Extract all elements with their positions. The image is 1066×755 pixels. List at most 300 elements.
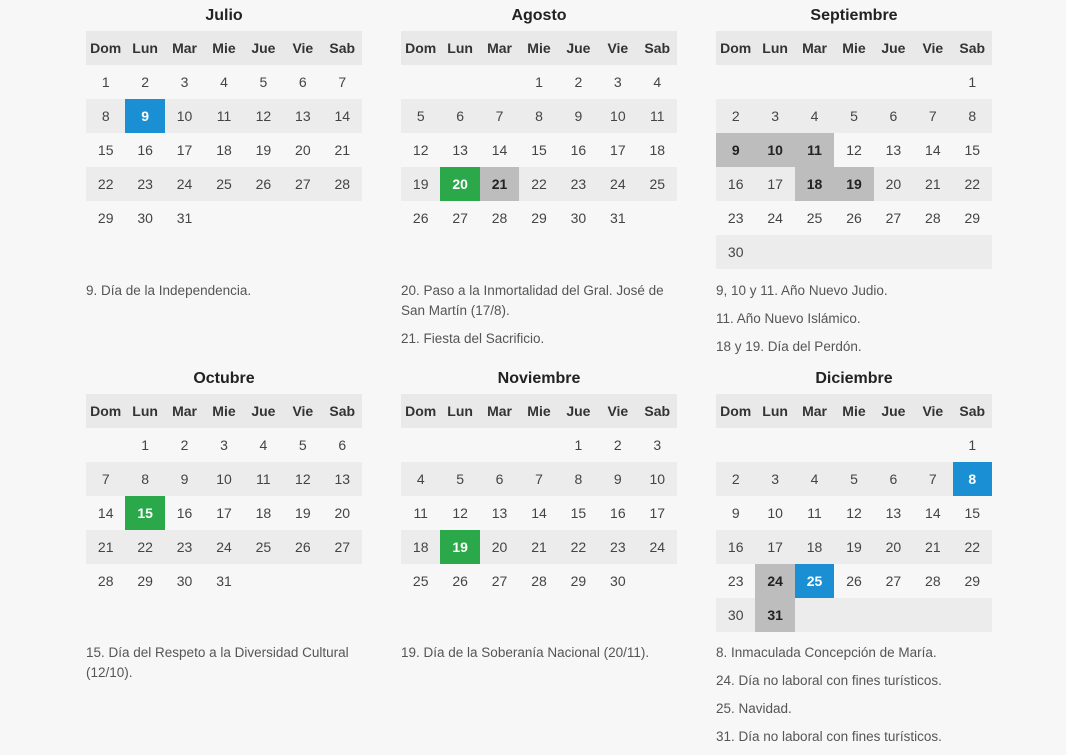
day-cell: 2 — [574, 74, 583, 90]
holiday-notes — [86, 281, 376, 309]
holiday-notes — [716, 281, 1006, 365]
month-grid — [86, 31, 362, 235]
weekday-header: Mie — [834, 31, 873, 65]
day-cell: 20 — [440, 167, 479, 201]
day-cell: 28 — [531, 573, 547, 589]
day-cell: 25 — [412, 573, 429, 589]
month-calendar-julio — [86, 1, 362, 235]
day-cell: 15 — [570, 505, 587, 521]
weekday-header: Sab — [953, 394, 992, 428]
day-cell: 3 — [613, 74, 622, 90]
day-cell: 12 — [846, 505, 862, 521]
weekday-header: Mar — [480, 394, 519, 428]
month-grid — [86, 394, 362, 598]
day-cell: 6 — [874, 99, 913, 133]
week-row — [86, 496, 362, 530]
day-cell: 11 — [807, 505, 822, 521]
empty-cell — [953, 598, 992, 632]
day-cell: 18 — [795, 530, 834, 564]
day-cell: 21 — [519, 530, 558, 564]
day-cell: 12 — [846, 142, 862, 158]
week-row — [86, 428, 362, 462]
day-cell: 31 — [610, 210, 626, 226]
day-cell: 23 — [165, 530, 204, 564]
weekday-header: Mar — [165, 31, 204, 65]
week-row — [86, 167, 362, 201]
day-cell: 12 — [412, 142, 429, 158]
week-row — [86, 133, 362, 167]
holiday-note: 9. Día de la Independencia. — [86, 283, 252, 298]
day-cell: 29 — [137, 573, 153, 589]
day-cell: 12 — [244, 99, 283, 133]
holiday-note: 20. Paso a la Inmortalidad del Gral. José de San Martín (17/8). — [401, 283, 664, 318]
week-row — [716, 428, 992, 462]
empty-cell — [834, 598, 873, 632]
week-row — [716, 530, 992, 564]
week-row — [716, 133, 992, 167]
weekday-header: Dom — [401, 31, 440, 65]
day-cell: 7 — [86, 462, 125, 496]
day-cell: 17 — [755, 167, 794, 201]
day-cell: 5 — [259, 74, 268, 90]
day-cell: 7 — [519, 462, 558, 496]
weekday-header: Mar — [480, 31, 519, 65]
day-cell: 15 — [964, 142, 981, 158]
day-cell: 20 — [295, 142, 311, 158]
weekday-header: Vie — [283, 31, 322, 65]
day-cell: 1 — [535, 74, 543, 90]
day-cell: 14 — [925, 142, 941, 158]
weekday-header: Mar — [165, 394, 204, 428]
day-cell: 4 — [259, 437, 268, 453]
day-cell: 8 — [519, 99, 558, 133]
day-cell: 14 — [491, 142, 508, 158]
day-cell: 25 — [244, 530, 283, 564]
week-row — [401, 201, 677, 235]
day-cell: 26 — [412, 210, 429, 226]
empty-cell — [323, 564, 362, 598]
day-cell: 6 — [874, 462, 913, 496]
day-cell: 6 — [480, 462, 519, 496]
weekday-header: Dom — [86, 394, 125, 428]
weekday-header: Mie — [204, 31, 243, 65]
weekday-header: Vie — [913, 31, 952, 65]
day-cell: 5 — [298, 437, 307, 453]
empty-cell — [795, 428, 834, 462]
day-cell: 23 — [727, 573, 744, 589]
month-title: Noviembre — [497, 370, 581, 387]
day-cell: 1 — [101, 74, 110, 90]
day-cell: 23 — [125, 167, 164, 201]
day-cell: 5 — [401, 99, 440, 133]
day-cell: 31 — [755, 598, 794, 632]
day-cell: 5 — [834, 99, 873, 133]
empty-cell — [244, 201, 283, 235]
day-cell: 21 — [913, 530, 952, 564]
month-grid — [716, 394, 992, 632]
day-cell: 25 — [806, 210, 823, 226]
empty-cell — [755, 235, 794, 269]
day-cell: 15 — [531, 142, 547, 158]
day-cell: 28 — [925, 573, 941, 589]
day-cell: 18 — [795, 167, 834, 201]
day-cell: 10 — [204, 462, 243, 496]
empty-cell — [874, 65, 913, 99]
day-cell: 31 — [216, 573, 232, 589]
day-cell: 24 — [767, 210, 783, 226]
holiday-note: 25. Navidad. — [716, 701, 792, 716]
week-row — [86, 564, 362, 598]
day-cell: 4 — [795, 99, 834, 133]
day-cell: 21 — [334, 142, 351, 158]
empty-cell — [283, 564, 322, 598]
holiday-note: 31. Día no laboral con fines turísticos. — [716, 729, 942, 744]
empty-cell — [795, 235, 834, 269]
day-cell: 29 — [964, 573, 981, 589]
day-cell: 30 — [610, 573, 626, 589]
day-cell: 29 — [97, 210, 114, 226]
empty-cell — [323, 201, 362, 235]
day-cell: 9 — [559, 99, 598, 133]
day-cell: 22 — [86, 167, 125, 201]
day-cell: 26 — [452, 573, 468, 589]
day-cell: 8 — [953, 99, 992, 133]
day-cell: 19 — [401, 167, 440, 201]
week-row — [716, 99, 992, 133]
day-cell: 21 — [480, 167, 519, 201]
day-cell: 10 — [767, 505, 783, 521]
weekday-header: Lun — [440, 31, 479, 65]
holiday-note: 8. Inmaculada Concepción de María. — [716, 645, 937, 660]
month-title: Septiembre — [810, 7, 898, 24]
month-calendar-noviembre — [401, 364, 677, 598]
day-cell: 22 — [519, 167, 558, 201]
day-cell: 22 — [559, 530, 598, 564]
day-cell: 30 — [137, 210, 153, 226]
day-cell: 1 — [574, 437, 583, 453]
day-cell: 13 — [885, 505, 902, 521]
day-cell: 4 — [653, 74, 662, 90]
week-row — [401, 428, 677, 462]
day-cell: 24 — [204, 530, 243, 564]
day-cell: 2 — [716, 462, 755, 496]
week-row — [716, 201, 992, 235]
day-cell: 2 — [613, 437, 622, 453]
day-cell: 16 — [716, 167, 755, 201]
empty-cell — [913, 235, 952, 269]
day-cell: 6 — [440, 99, 479, 133]
weekday-header: Jue — [244, 394, 283, 428]
empty-cell — [638, 201, 677, 235]
weekday-header: Jue — [244, 31, 283, 65]
month-grid — [716, 31, 992, 269]
empty-cell — [716, 65, 755, 99]
day-cell: 10 — [755, 133, 794, 167]
empty-cell — [913, 428, 952, 462]
month-calendar-diciembre — [716, 364, 992, 632]
empty-cell — [401, 428, 440, 462]
day-cell: 16 — [716, 530, 755, 564]
day-cell: 24 — [165, 167, 204, 201]
weekday-header: Mie — [834, 394, 873, 428]
weekday-header: Lun — [440, 394, 479, 428]
weekday-header: Lun — [125, 31, 164, 65]
day-cell: 28 — [97, 573, 114, 589]
day-cell: 15 — [125, 496, 164, 530]
empty-cell — [401, 65, 440, 99]
day-cell: 6 — [338, 437, 347, 453]
weekday-header: Sab — [323, 394, 362, 428]
empty-cell — [834, 65, 873, 99]
day-cell: 16 — [570, 142, 587, 158]
weekday-header: Dom — [86, 31, 125, 65]
day-cell: 22 — [953, 167, 992, 201]
week-row — [716, 598, 992, 632]
day-cell: 29 — [570, 573, 587, 589]
day-cell: 22 — [125, 530, 164, 564]
weekday-header: Mie — [519, 394, 558, 428]
day-cell: 9 — [125, 99, 164, 133]
holiday-note: 18 y 19. Día del Perdón. — [716, 339, 862, 354]
day-cell: 22 — [953, 530, 992, 564]
holiday-notes — [716, 643, 1006, 755]
week-row — [716, 235, 992, 269]
day-cell: 19 — [295, 505, 311, 521]
holiday-notes — [401, 281, 691, 357]
weekday-header: Jue — [874, 394, 913, 428]
weekday-header: Vie — [283, 394, 322, 428]
weekday-header: Vie — [598, 394, 637, 428]
day-cell: 23 — [559, 167, 598, 201]
week-row — [401, 133, 677, 167]
month-title: Octubre — [193, 370, 255, 387]
empty-cell — [519, 428, 558, 462]
weekday-header: Mie — [519, 31, 558, 65]
week-row — [401, 167, 677, 201]
day-cell: 27 — [452, 210, 468, 226]
day-cell: 11 — [204, 99, 243, 133]
empty-cell — [874, 235, 913, 269]
day-cell: 3 — [653, 437, 662, 453]
day-cell: 4 — [401, 462, 440, 496]
holiday-note: 11. Año Nuevo Islámico. — [716, 311, 861, 326]
week-row — [86, 201, 362, 235]
day-cell: 29 — [531, 210, 547, 226]
month-calendar-octubre — [86, 364, 362, 598]
weekday-header: Mar — [795, 394, 834, 428]
empty-cell — [795, 598, 834, 632]
day-cell: 3 — [755, 99, 794, 133]
day-cell: 19 — [834, 530, 873, 564]
weekday-header: Sab — [638, 31, 677, 65]
day-cell: 12 — [283, 462, 322, 496]
day-cell: 1 — [968, 74, 977, 90]
day-cell: 29 — [964, 210, 981, 226]
day-cell: 23 — [727, 210, 744, 226]
day-cell: 14 — [97, 505, 114, 521]
day-cell: 1 — [968, 437, 977, 453]
week-row — [716, 496, 992, 530]
day-cell: 9 — [716, 133, 755, 167]
week-row — [401, 65, 677, 99]
day-cell: 16 — [176, 505, 193, 521]
weekday-header: Sab — [323, 31, 362, 65]
day-cell: 26 — [244, 167, 283, 201]
day-cell: 31 — [176, 210, 193, 226]
weekday-header: Vie — [598, 31, 637, 65]
weekday-header: Jue — [874, 31, 913, 65]
empty-cell — [795, 65, 834, 99]
empty-cell — [204, 201, 243, 235]
day-cell: 9 — [598, 462, 637, 496]
day-cell: 28 — [925, 210, 941, 226]
day-cell: 27 — [323, 530, 362, 564]
day-cell: 17 — [649, 505, 666, 521]
day-cell: 7 — [480, 99, 519, 133]
empty-cell — [638, 564, 677, 598]
empty-cell — [716, 428, 755, 462]
day-cell: 8 — [86, 99, 125, 133]
day-cell: 20 — [334, 505, 351, 521]
empty-cell — [440, 428, 479, 462]
empty-cell — [480, 65, 519, 99]
day-cell: 17 — [755, 530, 794, 564]
holiday-notes — [401, 643, 691, 671]
day-cell: 16 — [137, 142, 153, 158]
day-cell: 12 — [452, 505, 468, 521]
day-cell: 15 — [964, 505, 981, 521]
day-cell: 28 — [323, 167, 362, 201]
holiday-note: 19. Día de la Soberanía Nacional (20/11). — [401, 645, 650, 660]
day-cell: 30 — [176, 573, 193, 589]
day-cell: 14 — [925, 505, 941, 521]
empty-cell — [86, 428, 125, 462]
day-cell: 24 — [598, 167, 637, 201]
holiday-note: 21. Fiesta del Sacrificio. — [401, 331, 545, 346]
weekday-header: Mie — [204, 394, 243, 428]
week-row — [86, 530, 362, 564]
day-cell: 16 — [610, 505, 626, 521]
empty-cell — [953, 235, 992, 269]
week-row — [86, 462, 362, 496]
empty-cell — [874, 598, 913, 632]
day-cell: 30 — [716, 235, 755, 269]
holiday-notes — [86, 643, 376, 691]
day-cell: 10 — [638, 462, 677, 496]
day-cell: 26 — [846, 210, 862, 226]
week-row — [401, 496, 677, 530]
day-cell: 18 — [216, 142, 232, 158]
day-cell: 13 — [452, 142, 468, 158]
day-cell: 7 — [338, 74, 347, 90]
day-cell: 25 — [204, 167, 243, 201]
day-cell: 18 — [401, 530, 440, 564]
empty-cell — [834, 428, 873, 462]
day-cell: 8 — [125, 462, 164, 496]
day-cell: 7 — [913, 462, 952, 496]
day-cell: 4 — [220, 74, 228, 90]
empty-cell — [755, 65, 794, 99]
week-row — [716, 65, 992, 99]
day-cell: 9 — [731, 505, 740, 521]
month-grid — [401, 31, 677, 235]
empty-cell — [440, 65, 479, 99]
day-cell: 25 — [795, 564, 834, 598]
day-cell: 18 — [649, 142, 666, 158]
empty-cell — [913, 598, 952, 632]
empty-cell — [913, 65, 952, 99]
day-cell: 10 — [165, 99, 204, 133]
day-cell: 19 — [834, 167, 873, 201]
day-cell: 27 — [491, 573, 508, 589]
empty-cell — [283, 201, 322, 235]
day-cell: 5 — [440, 462, 479, 496]
day-cell: 13 — [491, 505, 508, 521]
day-cell: 18 — [255, 505, 272, 521]
day-cell: 3 — [755, 462, 794, 496]
day-cell: 10 — [598, 99, 637, 133]
day-cell: 4 — [795, 462, 834, 496]
holiday-note: 15. Día del Respeto a la Diversidad Cultural (12/10). — [86, 645, 349, 680]
day-cell: 11 — [413, 505, 428, 521]
empty-cell — [755, 428, 794, 462]
day-cell: 13 — [885, 142, 902, 158]
day-cell: 19 — [440, 530, 479, 564]
week-row — [401, 462, 677, 496]
day-cell: 27 — [885, 210, 902, 226]
day-cell: 26 — [846, 573, 862, 589]
week-row — [401, 99, 677, 133]
weekday-header: Dom — [401, 394, 440, 428]
month-grid — [401, 394, 677, 598]
day-cell: 14 — [531, 505, 547, 521]
day-cell: 21 — [86, 530, 125, 564]
empty-cell — [874, 428, 913, 462]
weekday-header: Sab — [953, 31, 992, 65]
day-cell: 21 — [913, 167, 952, 201]
empty-cell — [834, 235, 873, 269]
weekday-header: Mar — [795, 31, 834, 65]
day-cell: 14 — [323, 99, 362, 133]
day-cell: 13 — [283, 99, 322, 133]
day-cell: 11 — [795, 133, 834, 167]
day-cell: 11 — [244, 462, 283, 496]
day-cell: 2 — [180, 437, 189, 453]
week-row — [401, 564, 677, 598]
month-title: Agosto — [511, 7, 567, 24]
day-cell: 9 — [165, 462, 204, 496]
month-calendar-septiembre — [716, 1, 992, 269]
weekday-header: Jue — [559, 31, 598, 65]
day-cell: 20 — [874, 167, 913, 201]
day-cell: 11 — [638, 99, 677, 133]
day-cell: 2 — [141, 74, 150, 90]
week-row — [716, 462, 992, 496]
week-row — [86, 65, 362, 99]
weekday-header: Lun — [125, 394, 164, 428]
day-cell: 1 — [141, 437, 150, 453]
weekday-header: Dom — [716, 394, 755, 428]
day-cell: 2 — [716, 99, 755, 133]
weekday-header: Lun — [755, 394, 794, 428]
day-cell: 6 — [298, 74, 307, 90]
day-cell: 15 — [97, 142, 114, 158]
month-calendar-agosto — [401, 1, 677, 235]
week-row — [716, 564, 992, 598]
day-cell: 24 — [755, 564, 794, 598]
day-cell: 27 — [885, 573, 902, 589]
day-cell: 20 — [480, 530, 519, 564]
